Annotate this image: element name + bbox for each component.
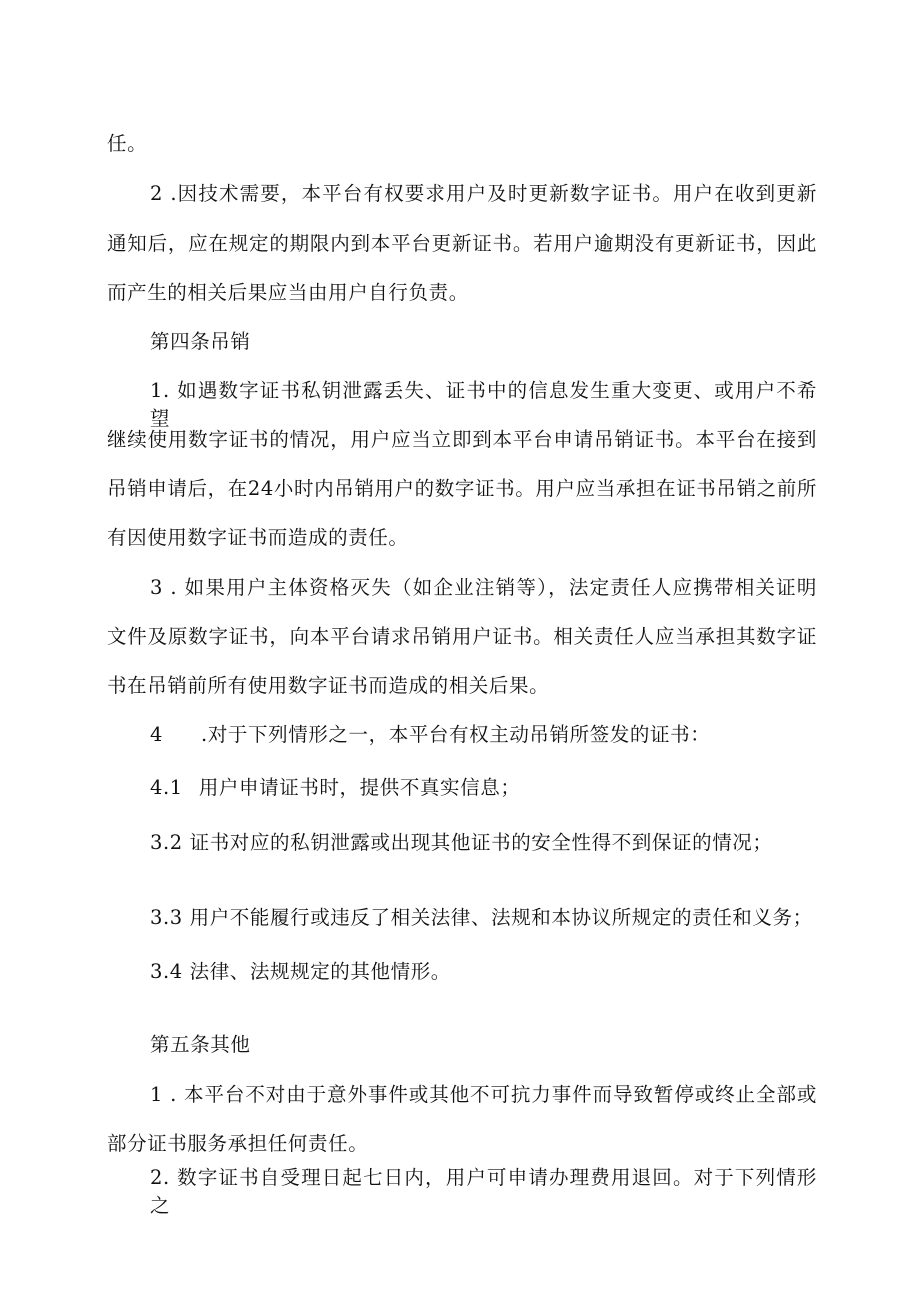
paragraph-line: 有因使用数字证书而造成的责任。 bbox=[107, 526, 409, 549]
section-heading: 第五条其他 bbox=[150, 1033, 251, 1056]
section-heading: 第四条吊销 bbox=[150, 330, 251, 353]
list-item bbox=[150, 721, 817, 749]
paragraph-line: 吊销申请后，在24小时内吊销用户的数字证书。用户应当承担在证书吊销之前所 bbox=[107, 477, 817, 500]
paragraph-line: 2. 数字证书自受理日起七日内，用户可申请办理费用退回。对于下列情形之 bbox=[150, 1166, 817, 1217]
paragraph-line: 1. 如遇数字证书私钥泄露丢失、证书中的信息发生重大变更、或用户不希望 bbox=[150, 379, 817, 430]
list-item bbox=[150, 774, 817, 802]
paragraph-line: 2 .因技术需要，本平台有权要求用户及时更新数字证书。用户在收到更新 bbox=[150, 182, 817, 205]
list-text: 用户申请证书时，提供不真实信息； bbox=[198, 776, 521, 799]
list-item: 3.4 法律、法规规定的其他情形。 bbox=[150, 960, 451, 983]
paragraph-line: 而产生的相关后果应当由用户自行负责。 bbox=[107, 281, 469, 304]
paragraph-line: 部分证书服务承担任何责任。 bbox=[107, 1132, 369, 1155]
list-item: 3.3 用户不能履行或违反了相关法律、法规和本协议所规定的责任和义务； bbox=[150, 906, 813, 929]
paragraph-line: 书在吊销前所有使用数字证书而造成的相关后果。 bbox=[107, 674, 550, 697]
paragraph-line: 继续使用数字证书的情况，用户应当立即到本平台申请吊销证书。本平台在接到 bbox=[107, 428, 817, 451]
paragraph-line: 3 . 如果用户主体资格灭失（如企业注销等），法定责任人应携带相关证明 bbox=[150, 576, 817, 599]
list-item: 3.2 证书对应的私钥泄露或出现其他证书的安全性得不到保证的情况； bbox=[150, 831, 773, 854]
list-number: 4.1 bbox=[150, 776, 183, 799]
paragraph-line: 1 . 本平台不对由于意外事件或其他不可抗力事件而导致暂停或终止全部或 bbox=[150, 1083, 817, 1106]
list-number: 4 bbox=[150, 723, 164, 746]
paragraph-line: 任。 bbox=[107, 132, 148, 155]
paragraph-line: 通知后，应在规定的期限内到本平台更新证书。若用户逾期没有更新证书，因此 bbox=[107, 232, 817, 255]
paragraph-line: 文件及原数字证书，向本平台请求吊销用户证书。相关责任人应当承担其数字证 bbox=[107, 625, 817, 648]
list-text: .对于下列情形之一，本平台有权主动吊销所签发的证书： bbox=[201, 723, 711, 746]
